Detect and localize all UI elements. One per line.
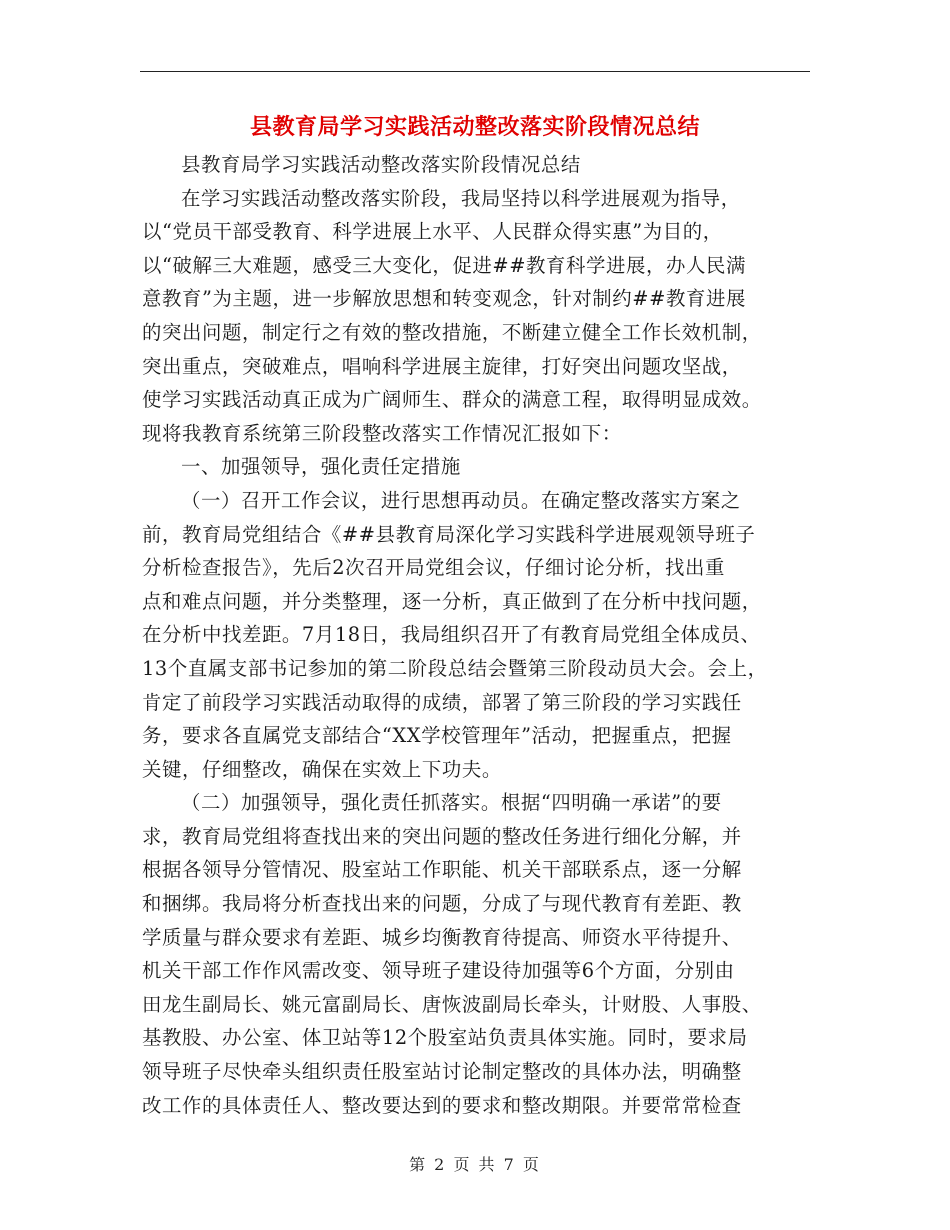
text-line: 和捆绑。我局将分析查找出来的问题，分成了与现代教育有差距、教 xyxy=(142,892,742,916)
paragraph-subtitle xyxy=(142,148,812,182)
text-line: 一、加强领导，强化责任定措施 xyxy=(181,455,461,479)
paragraph-section-2 xyxy=(142,786,812,1122)
text-line: 肯定了前段学习实践活动取得的成绩，部署了第三阶段的学习实践任 xyxy=(142,690,742,714)
paragraph-section-1 xyxy=(142,484,812,786)
text-line: 田龙生副局长、姚元富副局长、唐恢波副局长牵头，计财股、人事股、 xyxy=(142,992,762,1016)
text-line: 求，教育局党组将查找出来的突出问题的整改任务进行细化分解，并 xyxy=(142,824,742,848)
paragraph-intro xyxy=(142,182,812,451)
document-title: 县教育局学习实践活动整改落实阶段情况总结 xyxy=(249,114,700,140)
text-line: 使学习实践活动真正成为广阔师生、群众的满意工程，取得明显成效。 xyxy=(142,388,762,412)
text-line: 的突出问题，制定行之有效的整改措施，不断建立健全工作长效机制， xyxy=(142,320,762,344)
text-line: 13个直属支部书记参加的第二阶段总结会暨第三阶段动员大会。会上， xyxy=(142,656,768,680)
text-line: 机关干部工作作风需改变、领导班子建设待加强等6个方面，分别由 xyxy=(142,959,735,983)
text-line: 在分析中找差距。7月18日，我局组织召开了有教育局党组全体成员、 xyxy=(142,623,761,647)
text-line: 分析检查报告》，先后2次召开局党组会议，仔细讨论分析，找出重 xyxy=(142,556,725,580)
text-line: 以“党员干部受教育、科学进展上水平、人民群众得实惠”为目的， xyxy=(142,220,723,244)
text-line: 以“破解三大难题，感受三大变化，促进##教育科学进展，办人民满 xyxy=(142,253,746,277)
text-line: （二）加强领导，强化责任抓落实。根据“四明确一承诺”的要 xyxy=(181,791,722,815)
text-line: 基教股、办公室、体卫站等12个股室站负责具体实施。同时，要求局 xyxy=(142,1026,748,1050)
text-line: 关键，仔细整改，确保在实效上下功夫。 xyxy=(142,757,502,781)
text-line: 在学习实践活动整改落实阶段，我局坚持以科学进展观为指导， xyxy=(181,186,741,210)
text-line: 务，要求各直属党支部结合“XX学校管理年”活动，把握重点，把握 xyxy=(142,724,732,748)
text-line: （一）召开工作会议，进行思想再动员。在确定整改落实方案之 xyxy=(181,488,741,512)
document-body xyxy=(142,148,812,1122)
section-heading xyxy=(142,450,812,484)
text-line: 根据各领导分管情况、股室站工作职能、机关干部联系点，逐一分解 xyxy=(142,858,742,882)
text-line: 前，教育局党组结合《##县教育局深化学习实践科学进展观领导班子 xyxy=(142,522,756,546)
text-line: 点和难点问题，并分类整理，逐一分析，真正做到了在分析中找问题， xyxy=(142,589,762,613)
text-line: 突出重点，突破难点，唱响科学进展主旋律，打好突出问题攻坚战， xyxy=(142,354,742,378)
text-line: 县教育局学习实践活动整改落实阶段情况总结 xyxy=(181,153,581,176)
page-footer: 第 2 页 共 7 页 xyxy=(409,1155,541,1174)
text-line: 意教育”为主题，进一步解放思想和转变观念，针对制约##教育进展 xyxy=(142,287,746,311)
text-line: 现将我教育系统第三阶段整改落实工作情况汇报如下： xyxy=(142,421,622,445)
text-line: 改工作的具体责任人、整改要达到的要求和整改期限。并要常常检查 xyxy=(142,1093,742,1117)
text-line: 学质量与群众要求有差距、城乡均衡教育待提高、师资水平待提升、 xyxy=(142,925,742,949)
header-rule xyxy=(140,71,810,72)
text-line: 领导班子尽快牵头组织责任股室站讨论制定整改的具体办法，明确整 xyxy=(142,1060,742,1084)
